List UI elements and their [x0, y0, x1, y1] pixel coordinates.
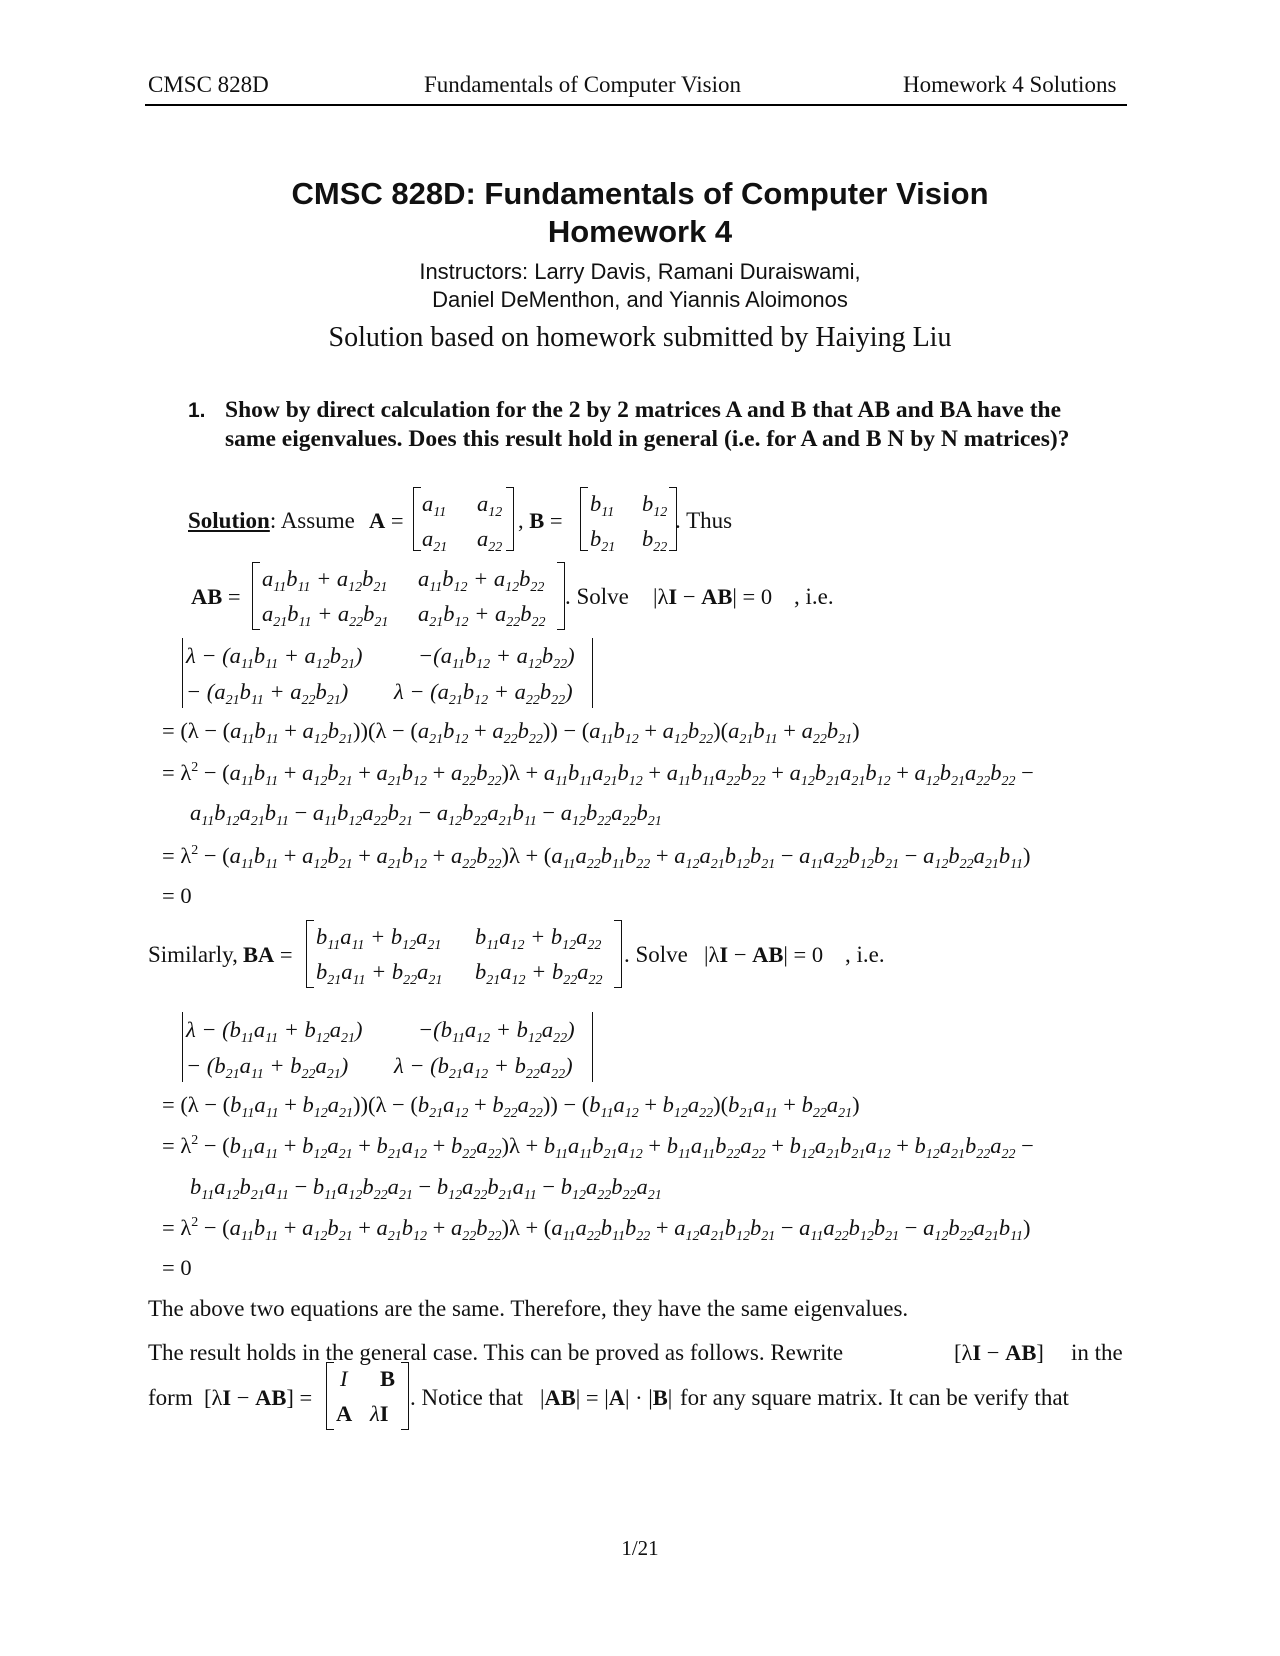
det-cell: $\lambda - (b_{21}a_{12} + b_{22}a_{22})$: [394, 1053, 573, 1082]
matrix-cell: $a_{21}$: [422, 526, 448, 555]
solution-label: Solution: [188, 508, 270, 533]
det-cell: − $(a_{21}b_{11} + a_{22}b_{21})$: [186, 679, 349, 708]
bracket-right: [401, 1362, 409, 1430]
equation-line: = $\lambda^2 - (a_{11}b_{11} + a_{12}b_{21} + a_{21}b_{12} + a_{22}b_{22})\lambda + (a_{11}a_{22}b_{11}b_{22} + a_{12}a_{21}b_{12}b_{21} - a_{11}a_{22}b_{12}b_{21} - a_{12}b_{22}a_{21}b_{11})$: [162, 843, 1031, 872]
ba-label: BA =: [243, 942, 293, 967]
bracket-right: [506, 487, 514, 551]
determinant-bar: [182, 1012, 183, 1082]
bracket-left: [580, 487, 588, 551]
bracket-right: [557, 562, 565, 630]
matrix-cell: $a_{21}b_{11} + a_{22}b_{21}$: [262, 601, 389, 630]
bracket-left: [306, 920, 314, 988]
header-title: Fundamentals of Computer Vision: [424, 72, 741, 97]
solution-assume-line: [188, 508, 355, 534]
page-title: CMSC 828D: Fundamentals of Computer Vision: [291, 176, 989, 211]
matrix-cell: $b_{21}a_{11} + b_{22}a_{21}$: [316, 959, 443, 988]
determinant-bar: [182, 638, 183, 708]
matrix-a-label: A =: [369, 508, 404, 533]
matrix-cell: $b_{21}a_{12} + b_{22}a_{22}$: [475, 959, 603, 988]
determinant-bar: [592, 638, 593, 708]
ie-text: , i.e.: [845, 942, 885, 967]
matrix-cell: $b_{22}$: [642, 526, 668, 555]
form-text: form: [148, 1385, 193, 1410]
bracket-left: [413, 487, 421, 551]
ab-label: AB =: [191, 584, 241, 609]
general-text: The result holds in the general case. This can be proved as follows. Rewrite: [148, 1340, 844, 1365]
form-expr: [λI − AB] =: [204, 1385, 313, 1410]
char-eq: |λI − AB| = 0: [704, 942, 824, 967]
matrix-cell: $b_{21}$: [590, 526, 616, 555]
solution-attribution: Solution based on homework submitted by Haiying Liu: [328, 322, 952, 353]
header-rule: [145, 104, 1127, 106]
page-subtitle: Homework 4: [547, 214, 733, 249]
matrix-cell: $a_{22}$: [477, 526, 503, 555]
det-cell: $-(a_{11}b_{12} + a_{12}b_{22})$: [418, 643, 575, 672]
matrix-cell: $b_{11}a_{11} + b_{12}a_{21}$: [316, 924, 442, 953]
det-cell: $\lambda - (b_{11}a_{11} + b_{12}a_{21})$: [186, 1017, 363, 1046]
det-cell: − $(b_{21}a_{11} + b_{22}a_{21})$: [186, 1053, 349, 1082]
header-course: CMSC 828D: [148, 72, 269, 97]
matrix-cell: $b_{12}$: [642, 491, 668, 520]
determinant-bar: [592, 1012, 593, 1082]
det-product-expr: |AB| = |A| · |B|: [540, 1385, 673, 1410]
notice-end-text: for any square matrix. It can be verify that: [680, 1385, 1069, 1410]
conclusion-text: The above two equations are the same. Therefore, they have the same eigenvalues.: [148, 1296, 909, 1321]
matrix-cell: $b_{11}$: [590, 491, 615, 520]
equation-line: = $\lambda^2 - (a_{11}b_{11} + a_{12}b_{21} + a_{21}b_{12} + a_{22}b_{22})\lambda + (a_{11}a_{22}b_{11}b_{22} + a_{12}a_{21}b_{12}b_{21} - a_{11}a_{22}b_{12}b_{21} - a_{12}b_{22}a_{21}b_{11})$: [162, 1215, 1031, 1244]
matrix-cell: $a_{11}b_{11} + a_{12}b_{21}$: [262, 566, 388, 595]
block-cell: A: [336, 1401, 353, 1426]
matrix-cell: $b_{11}a_{12} + b_{12}a_{22}$: [475, 924, 602, 953]
equation-line: = $\lambda^2 - (b_{11}a_{11} + b_{12}a_{21} + b_{21}a_{12} + b_{22}a_{22})\lambda + b_{11}a_{11}b_{21}a_{12} + b_{11}a_{11}b_{22}a_{22} + b_{12}a_{21}b_{21}a_{12} + b_{12}a_{21}b_{22}a_{22}$ −: [162, 1133, 1034, 1162]
solve-text: . Solve: [565, 584, 629, 609]
ie-text: , i.e.: [794, 584, 834, 609]
det-cell: $\lambda - (a_{21}b_{12} + a_{22}b_{22})$: [394, 679, 573, 708]
det-cell: $-(b_{11}a_{12} + b_{12}a_{22})$: [418, 1017, 575, 1046]
det-cell: $\lambda - (a_{11}b_{11} + a_{12}b_{21})$: [186, 643, 363, 672]
matrix-cell: $a_{12}$: [477, 491, 503, 520]
notice-text: . Notice that: [410, 1385, 524, 1410]
equation-line: = $\lambda^2 - (a_{11}b_{11} + a_{12}b_{21} + a_{21}b_{12} + a_{22}b_{22})\lambda + a_{11}b_{11}a_{21}b_{12} + a_{11}b_{11}a_{22}b_{22} + a_{12}b_{21}a_{21}b_{12} + a_{12}b_{21}a_{22}b_{22}$ −: [162, 760, 1034, 789]
bracket-right: [614, 920, 622, 988]
in-the-text: in the: [1071, 1340, 1123, 1365]
equation-line: $b_{11}a_{12}b_{21}a_{11} - b_{11}a_{12}b_{22}a_{21} - b_{12}a_{22}b_{21}a_{11} - b_{12}a_{22}b_{22}a_{21}$: [190, 1174, 662, 1203]
equation-line: = $(\lambda - (a_{11}b_{11} + a_{12}b_{21}))(\lambda - (a_{21}b_{12} + a_{22}b_{22})) - (a_{11}b_{12} + a_{12}b_{22})(a_{21}b_{11} + a_{22}b_{21})$: [162, 718, 860, 747]
matrix-b-label: , B =: [518, 508, 563, 533]
block-cell: B: [380, 1366, 396, 1391]
thus-text: . Thus: [675, 508, 733, 533]
similarly-text: Similarly,: [148, 942, 238, 967]
matrix-cell: $a_{11}b_{12} + a_{12}b_{22}$: [418, 566, 545, 595]
block-cell: λI: [370, 1401, 389, 1426]
question-text: Show by direct calculation for the 2 by 2 matrices A and B that AB and BA have the same eigenvalues. Does this result hold in general (i.e. for A and B N by N matrices)?: [225, 397, 1070, 452]
equation-line: $a_{11}b_{12}a_{21}b_{11} - a_{11}b_{12}a_{22}b_{21} - a_{12}b_{22}a_{21}b_{11} - a_{12}b_{22}a_{22}b_{21}$: [190, 800, 662, 829]
block-cell: I: [340, 1366, 348, 1391]
header-right: Homework 4 Solutions: [903, 72, 1117, 97]
bracket-left: [326, 1362, 334, 1430]
equation-line: = $(\lambda - (b_{11}a_{11} + b_{12}a_{21}))(\lambda - (b_{21}a_{12} + b_{22}a_{22})) - (b_{11}a_{12} + b_{12}a_{22})(b_{21}a_{11} + b_{22}a_{21})$: [162, 1092, 860, 1121]
matrix-cell: $a_{11}$: [422, 491, 447, 520]
bracket-left: [252, 562, 260, 630]
matrix-cell: $a_{21}b_{12} + a_{22}b_{22}$: [418, 601, 546, 630]
instructors-line-2: Daniel DeMenthon, and Yiannis Aloimonos: [432, 287, 848, 312]
question-number: 1.: [188, 399, 206, 422]
equation-line: = 0: [162, 883, 192, 908]
char-eq: |λI − AB| = 0: [653, 584, 773, 609]
page-number: 1/21: [621, 1536, 659, 1560]
rewrite-expr: [λI − AB]: [954, 1340, 1044, 1365]
assume-text: : Assume: [269, 508, 355, 533]
instructors-line-1: Instructors: Larry Davis, Ramani Duraiswami,: [419, 259, 861, 284]
solve-text: . Solve: [624, 942, 688, 967]
equation-line: = 0: [162, 1255, 192, 1280]
